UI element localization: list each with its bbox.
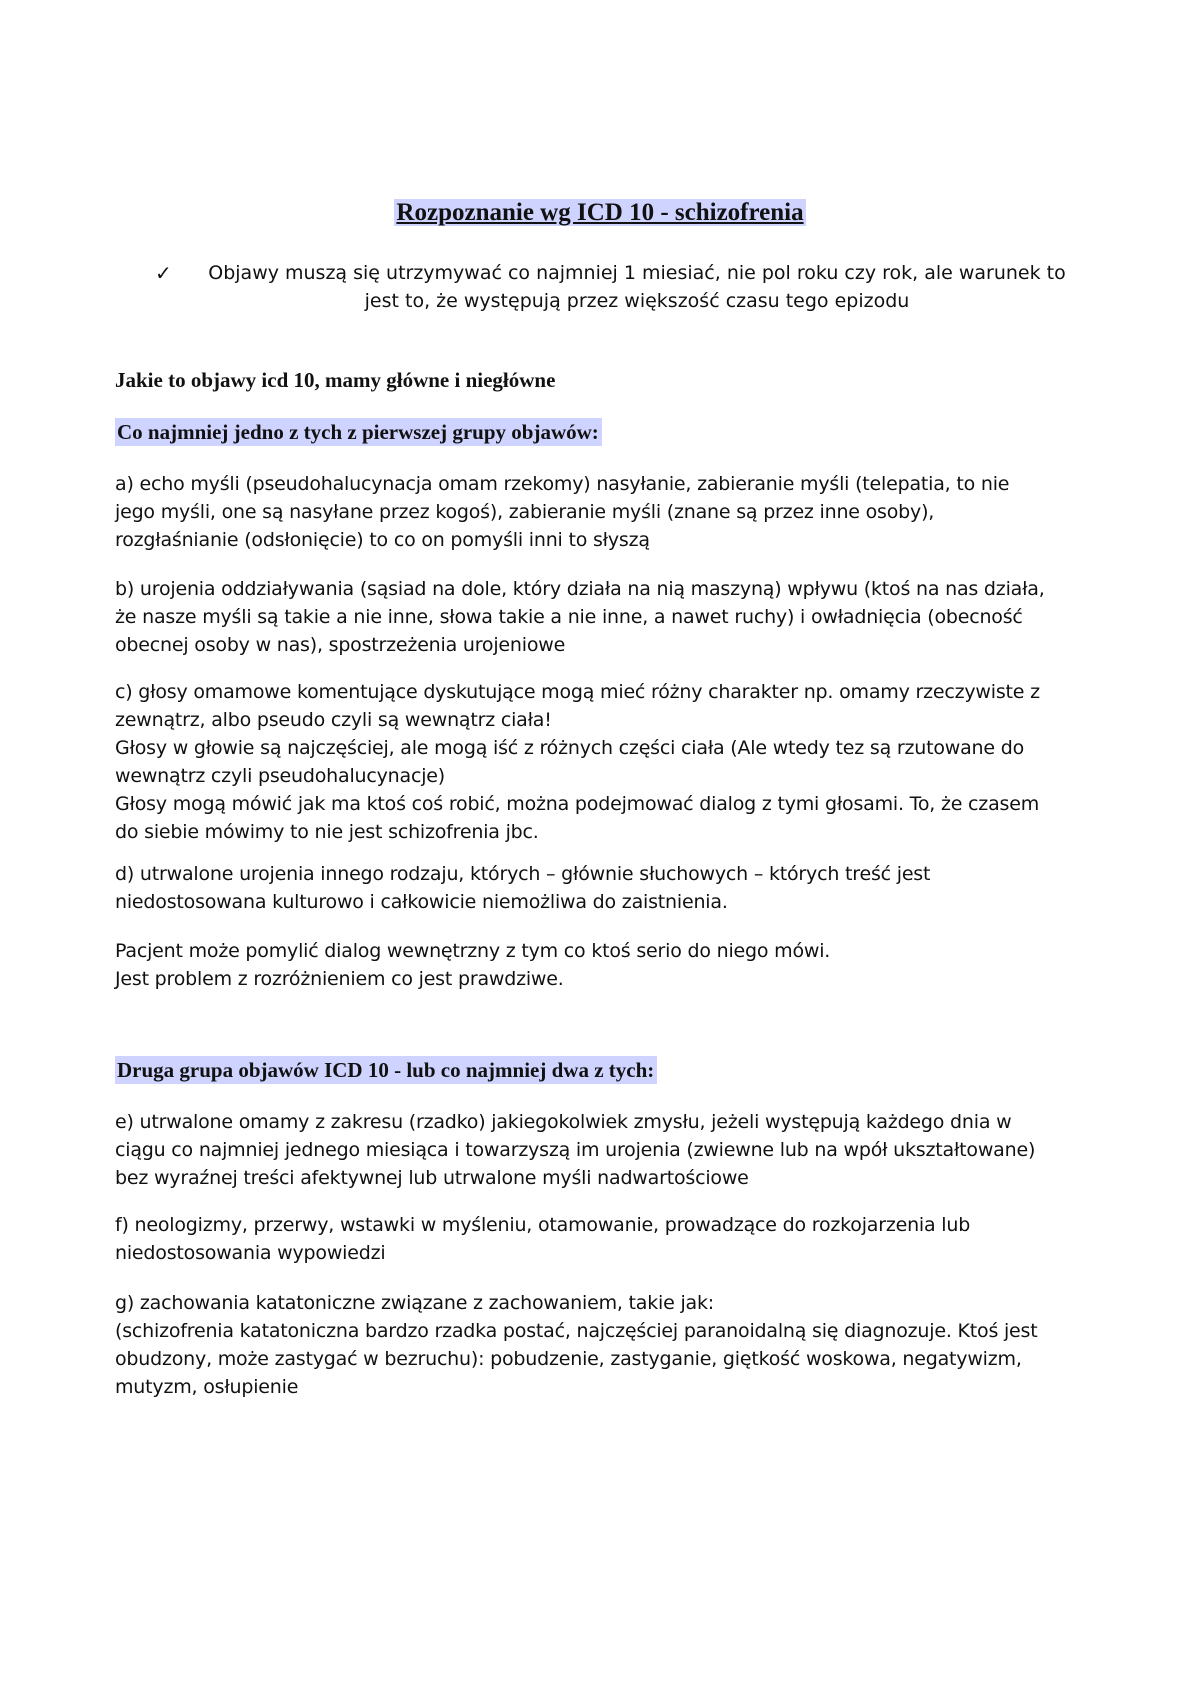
document-title: Rozpoznanie wg ICD 10 - schizofrenia xyxy=(396,199,804,226)
main-heading: Jakie to objawy icd 10, mamy główne i niegłówne xyxy=(115,368,556,392)
symptom-a: a) echo myśli (pseudohalucynacja omam rzekomy) nasyłanie, zabieranie myśli (telepatia, to nie jego myśli, one są nasyłane przez kogoś), zabieranie myśli (znane są przez inne osoby), rozgłaśnianie (odsłonięcie) to co on pomyśli inni to słyszą xyxy=(115,473,1010,551)
checklist-text: Objawy muszą się utrzymywać co najmniej 1 miesiać, nie pol roku czy rok, ale warunek to jest to, że występują przez większość czasu tego epizodu xyxy=(208,262,1066,312)
symptom-g: g) zachowania katatoniczne związane z zachowaniem, takie jak: (schizofrenia katatoniczna bardzo rzadka postać, najczęściej paranoidalną się diagnozuje. Ktoś jest obudzony, może zastygać w bezruchu): pobudzenie, zastyganie, giętkość woskowa, negatywizm, mutyzm, osłupienie xyxy=(115,1292,1038,1398)
group2-heading: Druga grupa objawów ICD 10 - lub co najmniej dwa z tych: xyxy=(115,1056,657,1084)
symptom-b: b) urojenia oddziaływania (sąsiad na dole, który działa na nią maszyną) wpływu (ktoś na nas działa, że nasze myśli są takie a nie inne, słowa takie a nie inne, a nawet ruchy) i owładnięcia (obecność obecnej osoby w nas), spostrzeżenia urojeniowe xyxy=(115,578,1045,656)
group1-heading: Co najmniej jedno z tych z pierwszej grupy objawów: xyxy=(115,418,602,446)
symptom-c: c) głosy omamowe komentujące dyskutujące mogą mieć różny charakter np. omamy rzeczywiste z zewnątrz, albo pseudo czyli są wewnątrz ciała! Głosy w głowie są najczęściej, ale mogą iść z różnych części ciała (Ale wtedy tez są rzutowane do wewnątrz czyli pseudohalucynacje) Głosy mogą mówić jak ma ktoś coś robić, można podejmować dialog z tymi głosami. To, że czasem do siebie mówimy to nie jest schizofrenia jbc. xyxy=(115,681,1040,843)
note-paragraph: Pacjent może pomylić dialog wewnętrzny z tym co ktoś serio do niego mówi. Jest problem z rozróżnieniem co jest prawdziwe. xyxy=(115,940,831,990)
checkmark-icon: ✓ xyxy=(155,261,172,285)
checklist-item xyxy=(155,259,1095,315)
symptom-d: d) utrwalone urojenia innego rodzaju, których – głównie słuchowych – których treść jest niedostosowana kulturowo i całkowicie niemożliwa do zaistnienia. xyxy=(115,863,931,913)
symptom-f: f) neologizmy, przerwy, wstawki w myśleniu, otamowanie, prowadzące do rozkojarzenia lub niedostosowania wypowiedzi xyxy=(115,1214,971,1264)
symptom-e: e) utrwalone omamy z zakresu (rzadko) jakiegokolwiek zmysłu, jeżeli występują każdego dnia w ciągu co najmniej jednego miesiąca i towarzyszą im urojenia (zwiewne lub na wpół ukształtowane) bez wyraźnej treści afektywnej lub utrwalone myśli nadwartościowe xyxy=(115,1111,1036,1189)
